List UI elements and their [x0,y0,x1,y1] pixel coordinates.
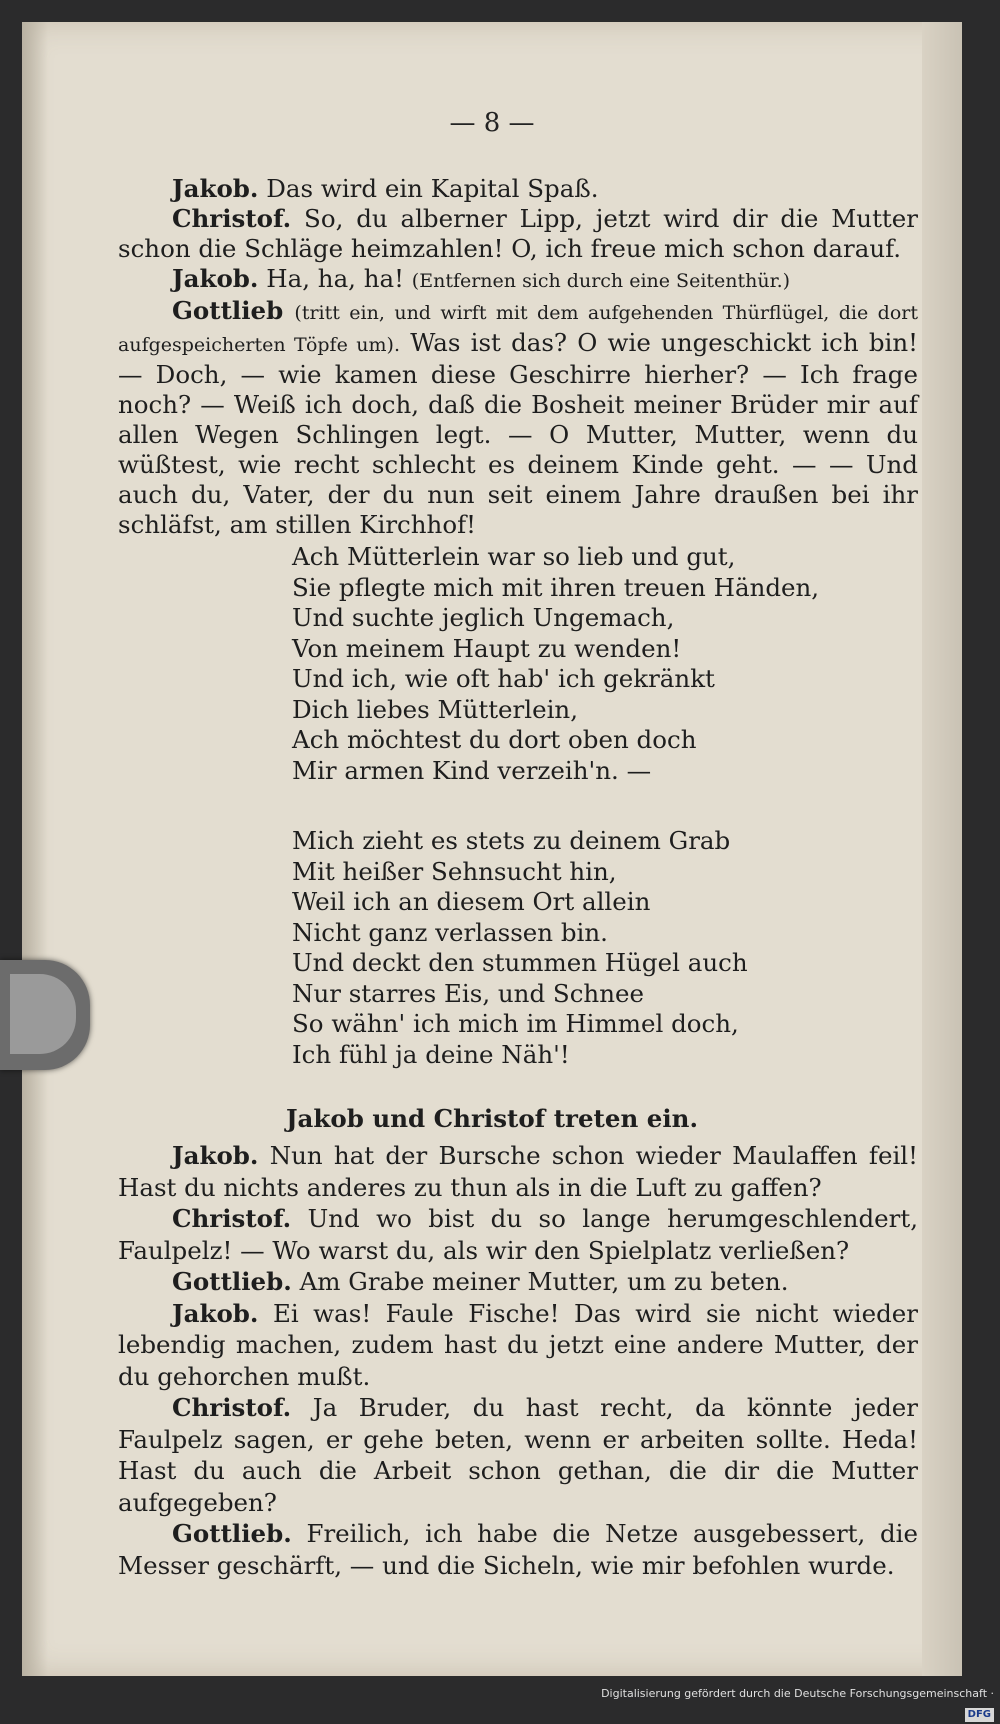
page-clip-highlight [10,974,76,1054]
page-clip [0,960,90,1070]
poem-line: Und deckt den stummen Hügel auch [292,948,748,977]
poem-stanza-2 [292,826,812,1070]
speaker-name: Jakob. [172,1141,259,1170]
dfg-logo: DFG [965,1708,994,1722]
line-text: Freilich, ich habe die Netze ausgebessert, die Messer geschärft, — und die Sicheln, wie mir befohlen wurde. [118,1519,918,1580]
dialogue-line [118,1518,918,1581]
poem-line: Dich liebes Mütterlein, [292,694,578,724]
dialogue-block-2 [118,1140,918,1581]
line-text: Ha, ha, ha! [266,264,404,293]
line-text: Das wird ein Kapital Spaß. [266,174,599,203]
poem-line: Und ich, wie oft hab' ich gekränkt [292,664,715,693]
poem-line: Und suchte jeglich Ungemach, [292,603,675,632]
poem-line: Mir armen Kind verzeih'n. — [292,755,652,785]
dialogue-line [118,1266,918,1298]
line-text: So, du alberner Lipp, jetzt wird dir die Mutter schon die Schläge heimzahlen! O, ich freue mich schon darauf. [118,204,918,263]
dialogue-block-1 [118,174,918,540]
stage-direction: (Entfernen sich durch eine Seitenthür.) [411,270,791,292]
speaker-name: Christof. [172,204,292,233]
poem-line: Von meinem Haupt zu wenden! [292,633,682,663]
poem-line: Nicht ganz verlassen bin. [292,917,608,947]
speaker-name: Jakob. [172,264,259,293]
dialogue-line [118,1140,918,1203]
stage-direction: (tritt ein, und wirft mit dem aufgehenden Thürflügel, die dort aufgespeicherten Töpfe um). [118,302,918,356]
digitization-credit [585,1684,1000,1720]
speaker-name: Gottlieb. [172,1267,292,1296]
poem-line: Mit heißer Sehnsucht hin, [292,856,617,886]
speaker-name: Christof. [172,1393,292,1422]
poem-line: Ach möchtest du dort oben doch [292,725,697,754]
speaker-name: Gottlieb [172,296,284,325]
dialogue-line [118,1203,918,1266]
line-text: Am Grabe meiner Mutter, um zu beten. [299,1267,789,1296]
poem-line: So wähn' ich mich im Himmel doch, [292,1009,739,1038]
speaker-name: Christof. [172,1204,292,1233]
poem-line: Ich fühl ja deine Näh'! [292,1039,570,1069]
book-page [22,22,962,1676]
dialogue-line [118,264,918,296]
page-gutter-shadow [22,22,48,1676]
line-text: Nun hat der Bursche schon wieder Maulaffen feil! Hast du nichts anderes zu thun als in die Luft zu gaffen? [118,1141,918,1202]
line-text: Ja Bruder, du hast recht, da könnte jeder Faulpelz sagen, er gehe beten, wenn er arbeiten sollte. Heda! Hast du auch die Arbeit schon gethan, die dir die Mutter aufgegeben? [118,1393,918,1517]
dialogue-line [118,1298,918,1393]
speaker-name: Gottlieb. [172,1519,292,1548]
poem-line: Nur starres Eis, und Schnee [292,978,644,1008]
speaker-name: Jakob. [172,1298,259,1328]
line-text: Ei was! Faule Fische! Das wird sie nicht wieder lebendig machen, zudem hast du jetzt eine andere Mutter, der du gehorchen mußt. [118,1298,918,1391]
credit-text: Digitalisierung gefördert durch die Deutsche Forschungsgemeinschaft · [601,1687,994,1700]
dialogue-line [118,204,918,264]
page-number: — 8 — [449,108,535,138]
speaker-name: Jakob. [172,174,259,203]
line-text: Was ist das? O wie ungeschickt ich bin! — Doch, — wie kamen diese Geschirre hierher? — Ich frage noch? — Weiß ich doch, daß die Bosheit meiner Brüder mir auf allen Wegen Schlingen legt. — O Mutter, Mutter, wenn du wüßtest, wie recht schlecht es deinem Kinde geht. — — Und auch du, Vater, der du nun seit einem Jahre draußen bei ihr schläfst, am stillen Kirchhof! [118,328,918,539]
dialogue-line [118,296,918,540]
poem-line: Weil ich an diesem Ort allein [292,887,651,916]
stage-heading: Jakob und Christof treten ein. [285,1104,699,1133]
poem-line: Ach Mütterlein war so lieb und gut, [292,542,736,571]
line-text: Und wo bist du so lange herumgeschlendert, Faulpelz! — Wo warst du, als wir den Spielplatz verließen? [118,1204,918,1265]
poem-stanza-1 [292,542,820,786]
poem-line: Sie pflegte mich mit ihren treuen Händen, [292,572,820,602]
dialogue-line [118,174,918,204]
page-edge [922,22,962,1676]
poem-line: Mich zieht es stets zu deinem Grab [292,826,731,855]
dialogue-line [118,1392,918,1518]
